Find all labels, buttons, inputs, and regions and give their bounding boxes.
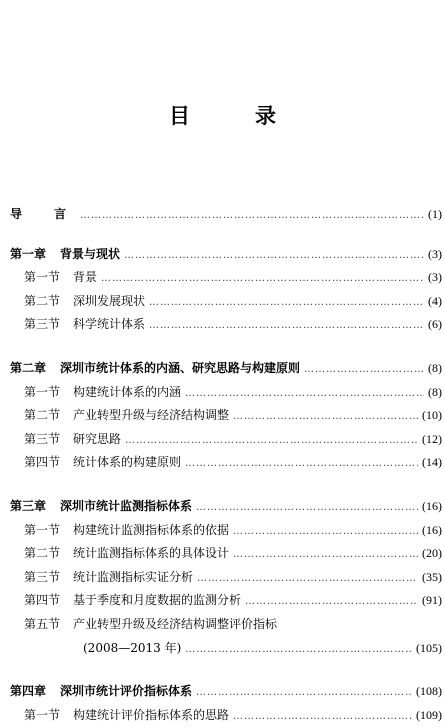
section-title: 背景: [73, 270, 98, 285]
toc-entry-section[interactable]: [10, 313, 442, 337]
page-number: (3): [428, 246, 442, 261]
section-title: 研究思路: [73, 431, 122, 446]
page-number: (6): [428, 317, 442, 332]
page-number: (35): [422, 569, 442, 584]
section-number: 第二节: [24, 408, 61, 423]
chapter-title: 深圳市统计体系的内涵、研究思路与构建原则: [60, 360, 301, 375]
section-number: 第四节: [24, 593, 61, 608]
section-title: 基于季度和月度数据的监测分析: [73, 593, 242, 608]
chapter-group: [10, 243, 442, 337]
toc-entry-chapter[interactable]: [10, 680, 442, 704]
section-number: 第一节: [24, 707, 61, 722]
section-number: 第二节: [24, 546, 61, 561]
leader-dots: [233, 520, 418, 544]
section-number: 第一节: [24, 270, 61, 285]
leader-dots: [185, 638, 412, 662]
toc-entry-section[interactable]: [10, 589, 442, 613]
page-number: (12): [422, 431, 442, 446]
table-of-contents: [10, 203, 442, 727]
toc-entry-chapter[interactable]: [10, 357, 442, 381]
toc-entry-chapter[interactable]: [10, 495, 442, 519]
chapter-title: 深圳市统计监测指标体系: [60, 498, 193, 513]
section-title: 构建统计监测指标体系的依据: [73, 522, 230, 537]
leader-dots: [124, 244, 424, 268]
page-number: (3): [428, 270, 442, 285]
page-number: (8): [428, 360, 442, 375]
page-number: (14): [422, 455, 442, 470]
chapter-group: [10, 495, 442, 660]
chapter-group: [10, 357, 442, 475]
toc-entry-section[interactable]: [10, 266, 442, 290]
page-number: (1): [428, 207, 442, 221]
leader-dots: [233, 405, 418, 429]
leader-dots: [304, 358, 424, 382]
leader-dots: [197, 567, 418, 591]
page-number: (16): [422, 498, 442, 513]
section-title: 统计监测指标体系的具体设计: [73, 546, 230, 561]
leader-dots: [185, 382, 424, 406]
section-title: 产业转型升级与经济结构调整: [73, 408, 230, 423]
section-number: 第一节: [24, 522, 61, 537]
toc-entry-section[interactable]: [10, 428, 442, 452]
section-number: 第五节: [24, 616, 61, 631]
toc-entry-section[interactable]: [10, 290, 442, 314]
toc-entry-section-continuation[interactable]: [10, 637, 442, 661]
leader-dots: [233, 543, 418, 567]
section-title: 构建统计体系的内涵: [73, 384, 182, 399]
section-title-continuation: (2008—2013 年): [83, 640, 182, 655]
leader-dots: [149, 314, 424, 338]
section-title: 深圳发展现状: [73, 293, 146, 308]
leader-dots: [149, 291, 424, 315]
page-number: (91): [422, 593, 442, 608]
chapter-title: 深圳市统计评价指标体系: [60, 684, 193, 699]
leader-dots: [101, 267, 424, 291]
page-number: (4): [428, 293, 442, 308]
leader-dots: [196, 496, 418, 520]
intro-label: 导 言: [10, 207, 77, 221]
toc-entry-section[interactable]: [10, 613, 442, 637]
section-number: 第二节: [24, 293, 61, 308]
toc-entry-section[interactable]: [10, 404, 442, 428]
chapter-number: 第二章: [10, 360, 47, 375]
leader-dots: [196, 681, 412, 705]
leader-dots: [245, 590, 418, 614]
chapter-title: 背景与现状: [60, 246, 121, 261]
toc-entry-section[interactable]: [10, 566, 442, 590]
toc-entry-chapter[interactable]: [10, 243, 442, 267]
section-number: 第三节: [24, 569, 61, 584]
section-title: 科学统计体系: [73, 317, 146, 332]
page-number: (16): [422, 522, 442, 537]
leader-dots: [80, 204, 424, 228]
section-number: 第四节: [24, 455, 61, 470]
section-number: 第三节: [24, 431, 61, 446]
leader-dots: [185, 452, 418, 476]
chapter-number: 第四章: [10, 684, 47, 699]
toc-entry-section[interactable]: [10, 381, 442, 405]
page-number: (109): [416, 707, 442, 722]
page-number: (105): [416, 640, 442, 655]
chapter-group: [10, 680, 442, 727]
page-number: (20): [422, 546, 442, 561]
toc-entry-section[interactable]: [10, 704, 442, 728]
toc-entry-section[interactable]: [10, 542, 442, 566]
toc-entry-section[interactable]: [10, 519, 442, 543]
section-title: 统计体系的构建原则: [73, 455, 182, 470]
toc-entry-intro[interactable]: [10, 203, 442, 227]
section-title: 构建统计评价指标体系的思路: [73, 707, 230, 722]
leader-dots: [125, 429, 418, 453]
section-number: 第三节: [24, 317, 61, 332]
chapter-number: 第三章: [10, 498, 47, 513]
section-title: 统计监测指标实证分析: [73, 569, 194, 584]
page-number: (10): [422, 408, 442, 423]
section-number: 第一节: [24, 384, 61, 399]
page-number: (108): [416, 684, 442, 699]
toc-entry-section[interactable]: [10, 451, 442, 475]
page-title: 目 录: [169, 103, 298, 128]
section-title: 产业转型升级及经济结构调整评价指标: [73, 616, 278, 631]
leader-dots: [233, 705, 412, 728]
chapter-number: 第一章: [10, 246, 47, 261]
page-number: (8): [428, 384, 442, 399]
